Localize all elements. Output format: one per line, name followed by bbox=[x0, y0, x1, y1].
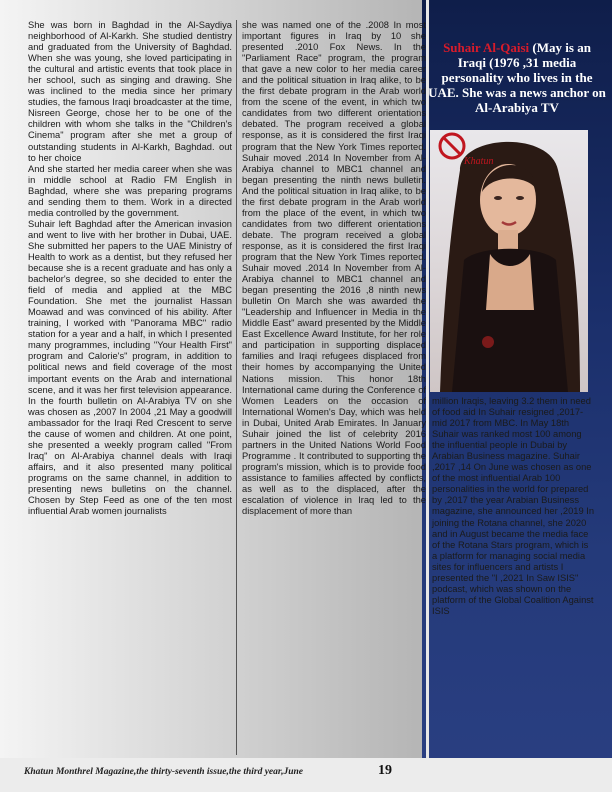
page-footer bbox=[0, 758, 612, 792]
caption-name: Suhair Al-Qaisi bbox=[443, 40, 530, 55]
footer-issue-text: Khatun Monthrel Magazine,the thirty-seventh issue,the third year,June bbox=[24, 767, 303, 777]
page-number: 19 bbox=[378, 763, 392, 778]
khatun-logo bbox=[430, 130, 500, 170]
caption-text: (May is an Iraqi (1976 ,31 media personality who lives in the UAE. She was a news anchor on Al-Arabiya TV bbox=[428, 40, 606, 115]
paragraph-dubai: Suhair left Baghdad after the American invasion and went to live with her brother in Dubai, UAE. She submitted her papers to the UAE Ministry of Health to work as a dentist, but they refused her because she is a recent graduate and has only a bachelor's degree, so she decided to enter the field of media and applied at the MBC Foundation. She met the journalist Hassan Moawad and was convinced of his ability. After training, I worked with "Panorama MBC" radio station for a year and a half, in which I presented many programmes, including "Your Health First" program and Calorie's" program, in addition to political news and field coverage of the most important events on the Arab and international scene, and it was her first television appearance. In the fourth bulletin on Al-Arabiya TV on she was chosen as ,2007 In 2004 ,21 May a goodwill ambassador for the Iraqi Red Crescent to serve the cause of women and children. At one point, she presented a weekly program called "From Iraq" on Al-Arabiya channel deals with Iraqi affairs, and it also presented many political programs on the same channel, in addition to presenting news bulletins on the channel. Chosen by Step Feed as one of the ten most influential Arab women journalists bbox=[28, 218, 232, 517]
paragraph-recent-career: million Iraqis, leaving 3.2 them in need of food aid In Suhair resigned ,2017-mid 2017 from MBC. In May 18th Suhair was ranked most 100 among the influential people in Dubai by Arabian Business magazine. Suhair ,2017 ,14 On June was chosen as one of the most influential Arab 100 personalities in the world for prepared by ,2017 the year Arabian Business magazine, she announced her ,2019 In joining the Rotana channel, she 2020 and in August became the media face of the Rotana Stars program, which is a platform for managing social media sites for influencers and artists I presented the "I ,2021 In Saw ISIS" podcast, which was shown on the platform of the Global Coalition Against ISIS bbox=[432, 396, 595, 616]
article-column-1 bbox=[28, 20, 232, 517]
article-column-2 bbox=[242, 20, 426, 517]
paragraph-birth: She was born in Baghdad in the Al-Saydiya neighborhood of Al-Karkh. She studied dentistry and graduated from the University of Baghdad. When she was young, she loved participating in the cultural and artistic events that took place in her school, such as singing and drawing. She was inclined to the media since her primary studies, the famous Iraqi broadcaster at the time, Nisreen George, chose her to be one of the children with whom she talks in the "Children's Cinema" program after she met a group of outstanding students in Al-Karkh, Baghdad. out to her choice bbox=[28, 20, 232, 163]
photo-caption bbox=[428, 40, 606, 115]
paragraph-career-continued: she was named one of the .2008 In most important figures in Iraq by 10 she presented .2010 Fox News. In the "Parliament Race" program, the program that gave a new color to her media career and the political situation in Iraq alike, to be the first debate program in the Arab world from the scene of the event, in which two candidates from two different orientations debated. The program received a global response, as it is considered the first Iraqi program that the New York Times reported. Suhair moved .2014 In November from Al-Arabiya channel to MBC1 channel and began presenting the ninth news bulletin. And the political situation in Iraq alike, to be the first debate program in the Arab world from the place of the event, in which two candidates from two different orientations debate. The program received a global response, as it is considered the first Iraqi program that the New York Times reported. Suhair moved .2014 In November from Al-Arabiya channel to MBC1 channel and began presenting the 2016 ,8 ninth news bulletin On March she was awarded the "Leadership and Influencer in Media in the Middle East" award presented by the Middle East Excellence Award Institute, for her role and participation in supporting displaced families and Iraqi refugees displaced from their homes by accompanying the United Nations mission. This honor 18th International came during the Conference of Women Leaders on the occasion of International Women's Day, which was held in Dubai, United Arab Emirates. In January Suhair joined the list of celebrity 2016 partners in the United Nations World Food Programme . It contributed to supporting the program's mission, which is to provide food assistance to families affected by conflicts, as well as to the displaced, after the escalation of violence in Iraq led to the displacement of more than bbox=[242, 20, 426, 517]
column-divider bbox=[236, 20, 237, 755]
article-column-3 bbox=[432, 396, 596, 617]
paragraph-career-start: And she started her media career when she was in middle school at Radio FM English in Baghdad, where she was preparing programs and sending them to them. Work in a directed media controlled by the government. bbox=[28, 163, 232, 218]
svg-text:Khatun: Khatun bbox=[464, 156, 494, 167]
portrait-photo bbox=[430, 130, 588, 392]
band-stripe bbox=[426, 0, 429, 792]
